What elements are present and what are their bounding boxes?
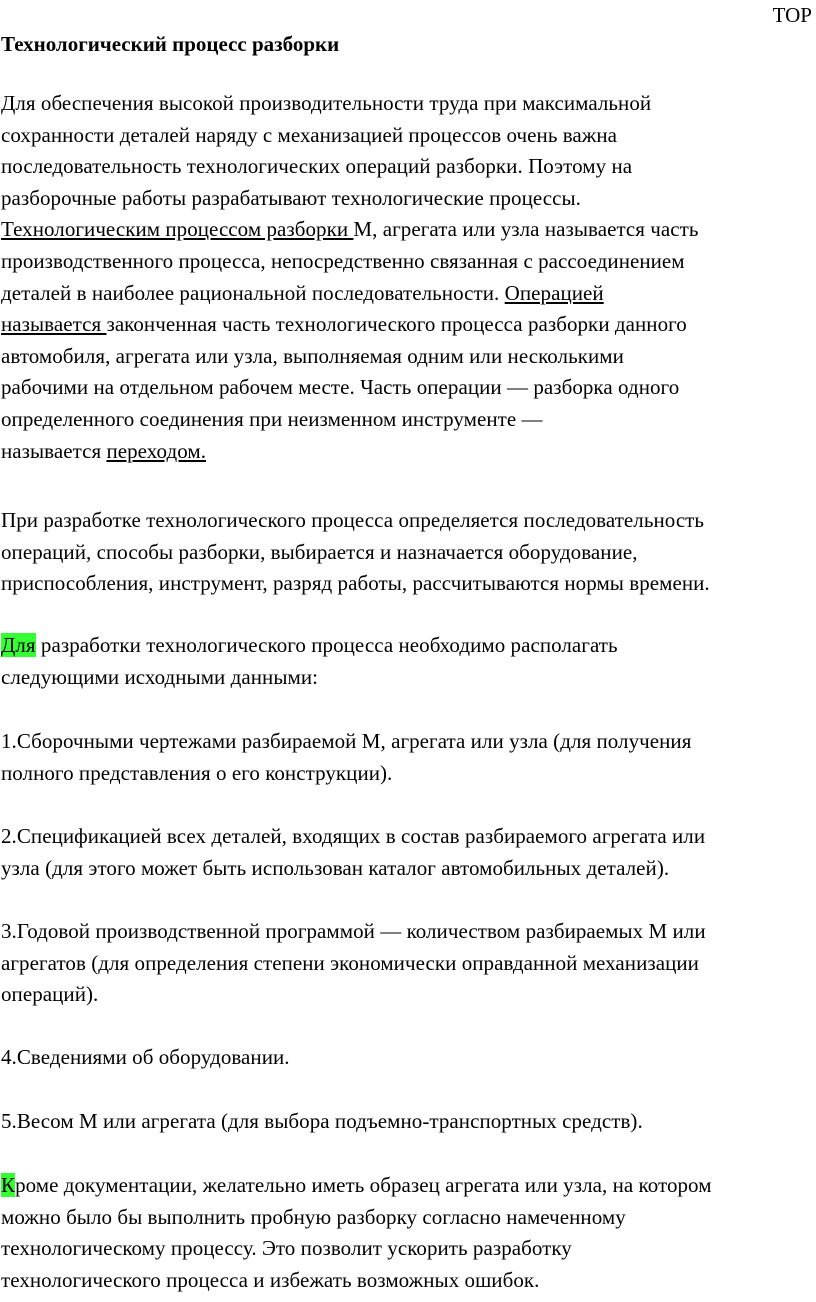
document-title: Технологический процесс разборки bbox=[1, 32, 340, 56]
text-line: следующими исходными данными: bbox=[1, 664, 318, 689]
text-line: можно было бы выполнить пробную разборку согласно намеченному bbox=[1, 1204, 626, 1229]
term-transition: переходом. bbox=[106, 438, 206, 463]
list-item bbox=[1, 1042, 815, 1074]
text-line: рабочими на отдельном рабочем месте. Часть операции — разборка одного bbox=[1, 375, 680, 400]
text-span: М, агрегата или узла называется часть bbox=[353, 217, 699, 242]
text-line: автомобиля, агрегата или узла, выполняемая одним или несколькими bbox=[1, 343, 624, 368]
text-span: деталей в наиболее рациональной последовательности. bbox=[1, 280, 505, 305]
text-line: определенного соединения при неизменном инструменте — bbox=[1, 406, 543, 431]
text-line: 1.Сборочными чертежами разбираемой М, агрегата или узла (для получения bbox=[1, 729, 692, 753]
text-line: узла (для этого может быть использован каталог автомобильных деталей). bbox=[1, 855, 670, 880]
text-line: сохранности деталей наряду с механизацией процессов очень важна bbox=[1, 122, 618, 147]
text-line: последовательность технологических операций разборки. Поэтому на bbox=[1, 154, 633, 179]
header-tag: ТОР bbox=[772, 3, 812, 27]
list-item bbox=[1, 916, 815, 1011]
text-line bbox=[1, 309, 815, 341]
term-operation: Операцией bbox=[504, 280, 604, 305]
text-line: операций). bbox=[1, 982, 99, 1007]
text-line: полного представления о его конструкции). bbox=[1, 760, 393, 785]
text-line: 4.Сведениями об оборудовании. bbox=[1, 1045, 290, 1069]
paragraph-source-data bbox=[1, 630, 815, 693]
text-line: производственного процесса, непосредственно связанная с рассоединением bbox=[1, 248, 685, 273]
text-line: приспособления, инструмент, разряд работы, рассчитываются нормы времени. bbox=[1, 571, 710, 596]
text-line bbox=[1, 1170, 815, 1202]
highlighted-text: К bbox=[1, 1173, 16, 1197]
text-line: технологического процесса и избежать возможных ошибок. bbox=[1, 1267, 540, 1292]
text-line: 5.Весом М или агрегата (для выбора подъемно-транспортных средств). bbox=[1, 1109, 643, 1133]
highlighted-text: Для bbox=[1, 633, 36, 657]
list-item bbox=[1, 821, 815, 884]
text-line bbox=[1, 278, 815, 310]
text-span: роме документации, желательно иметь образец агрегата или узла, на котором bbox=[15, 1173, 712, 1197]
term-disassembly-process: Технологическим процессом разборки bbox=[1, 217, 354, 242]
text-line: 2.Спецификацией всех деталей, входящих в состав разбираемого агрегата или bbox=[1, 824, 706, 848]
text-line: разборочные работы разрабатывают технологические процессы. bbox=[1, 185, 581, 210]
text-line: При разработке технологического процесса определяется последовательность bbox=[1, 508, 705, 532]
list-item bbox=[1, 726, 815, 789]
text-span: называется bbox=[1, 438, 107, 463]
term-operation-cont: называется bbox=[1, 312, 107, 337]
text-span: законченная часть технологического процесса разборки данного bbox=[106, 312, 687, 337]
text-line bbox=[1, 214, 815, 246]
text-line: агрегатов (для определения степени экономически оправданной механизации bbox=[1, 950, 699, 975]
text-line: операций, способы разборки, выбирается и назначается оборудование, bbox=[1, 539, 638, 564]
text-line: технологическому процессу. Это позволит ускорить разработку bbox=[1, 1236, 572, 1261]
text-line: 3.Годовой производственной программой — количеством разбираемых М или bbox=[1, 919, 706, 943]
paragraph-development bbox=[1, 505, 815, 600]
text-span: разработки технологического процесса необходимо располагать bbox=[35, 633, 618, 657]
text-line bbox=[1, 630, 815, 662]
paragraph-definitions bbox=[1, 88, 815, 467]
text-line bbox=[1, 436, 815, 468]
paragraph-sample bbox=[1, 1170, 815, 1296]
list-item bbox=[1, 1106, 815, 1138]
text-line: Для обеспечения высокой производительности труда при максимальной bbox=[1, 91, 652, 115]
